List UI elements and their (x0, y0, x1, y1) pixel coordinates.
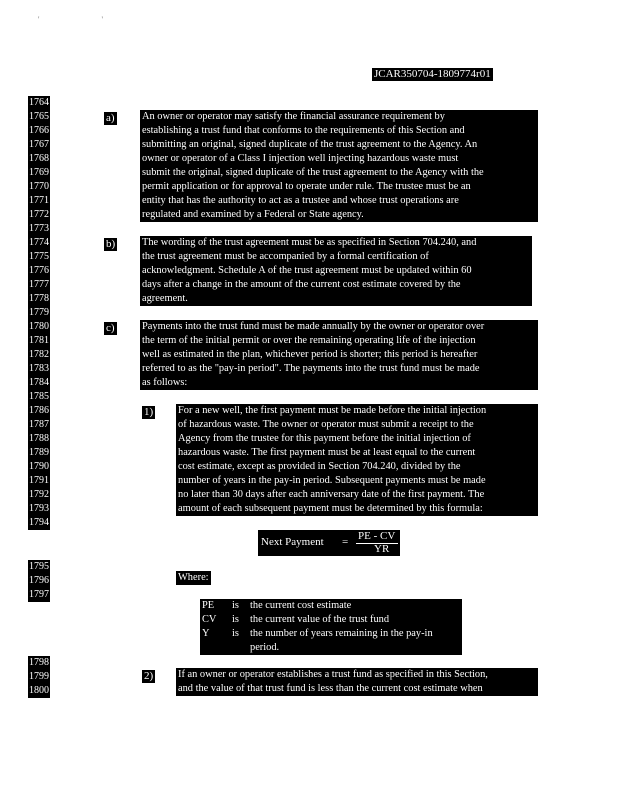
line-number: 1792 (29, 489, 49, 500)
text-line: as follows: (142, 377, 188, 388)
definition-row-continuation (202, 641, 462, 655)
line-number: 1799 (29, 671, 49, 682)
line-number: 1769 (29, 167, 49, 178)
line-number: 1784 (29, 377, 49, 388)
definition-text: the current value of the trust fund (250, 614, 390, 625)
line-number: 1794 (29, 517, 49, 528)
text-line: number of years in the pay-in period. Subsequent payments must be made (178, 475, 486, 486)
section-c-text (140, 320, 538, 390)
definition-is: is (232, 614, 239, 625)
definition-text: the current cost estimate (250, 600, 352, 611)
text-line: days after a change in the amount of the current cost estimate covered by the (142, 279, 461, 290)
definition-symbol: Y (202, 628, 210, 639)
where-label: Where: (178, 572, 209, 583)
line-number: 1765 (29, 111, 49, 122)
line-number: 1764 (29, 97, 49, 108)
line-number: 1795 (29, 561, 49, 572)
line-number: 1787 (29, 419, 49, 430)
text-line: Payments into the trust fund must be made annually by the owner or operator over (142, 321, 485, 332)
line-number: 1793 (29, 503, 49, 514)
section-b-text (140, 236, 532, 306)
line-number: 1774 (29, 237, 49, 248)
text-line: well as estimated in the plan, whichever period is shorter; this period is hereafter (142, 349, 478, 360)
line-number: 1797 (29, 589, 49, 600)
text-line: For a new well, the first payment must be made before the initial injection (178, 405, 487, 416)
line-number: 1772 (29, 209, 49, 220)
section-c-marker: c) (106, 322, 115, 334)
line-number: 1798 (29, 657, 49, 668)
line-number: 1778 (29, 293, 49, 304)
definition-text: the number of years remaining in the pay-in (250, 628, 433, 639)
text-line: no later than 30 days after each anniversary date of the first payment. The (178, 489, 485, 500)
definition-symbol: PE (202, 600, 215, 611)
text-line: and the value of that trust fund is less than the current cost estimate when (178, 683, 483, 694)
definition-symbol: CV (202, 614, 217, 625)
line-number: 1779 (29, 307, 49, 318)
text-line: amount of each subsequent payment must be determined by this formula: (178, 503, 483, 514)
line-number: 1796 (29, 575, 49, 586)
formula-denominator: YR (374, 543, 390, 555)
line-number: 1775 (29, 251, 49, 262)
definition-row (202, 599, 462, 613)
definition-row (202, 613, 462, 627)
line-number: 1791 (29, 475, 49, 486)
line-number: 1783 (29, 363, 49, 374)
text-line: of hazardous waste. The owner or operator must submit a receipt to the (178, 419, 474, 430)
line-number: 1771 (29, 195, 49, 206)
payment-formula (258, 530, 400, 556)
scan-specks: ' ' (38, 15, 133, 24)
formula-numerator: PE - CV (358, 530, 396, 542)
text-line: submitting an original, signed duplicate of the trust agreement to the Agency. An (142, 139, 478, 150)
section-c1-marker: 1) (144, 406, 154, 418)
formula-equals: = (342, 536, 349, 548)
text-line: If an owner or operator establishes a trust fund as specified in this Section, (178, 669, 488, 680)
section-a-text (140, 110, 538, 222)
line-number: 1768 (29, 153, 49, 164)
line-number: 1770 (29, 181, 49, 192)
line-number: 1776 (29, 265, 49, 276)
text-line: Agency from the trustee for this payment before the initial injection of (178, 433, 471, 444)
line-number: 1766 (29, 125, 49, 136)
line-number: 1780 (29, 321, 49, 332)
section-c2-text (176, 668, 538, 696)
line-number: 1773 (29, 223, 49, 234)
line-number: 1786 (29, 405, 49, 416)
line-number: 1800 (29, 685, 49, 696)
line-number: 1790 (29, 461, 49, 472)
line-number: 1777 (29, 279, 49, 290)
text-line: regulated and examined by a Federal or State agency. (142, 209, 364, 220)
line-number: 1785 (29, 391, 49, 402)
line-number: 1767 (29, 139, 49, 150)
text-line: cost estimate, except as provided in Section 704.240, divided by the (178, 461, 461, 472)
text-line: entity that has the authority to act as a trustee and whose trust operations are (142, 195, 459, 206)
text-line: agreement. (142, 293, 188, 304)
definition-is: is (232, 600, 239, 611)
line-number: 1781 (29, 335, 49, 346)
definition-is: is (232, 628, 239, 639)
text-line: submit the original, signed duplicate of the trust agreement to the Agency with the (142, 167, 484, 178)
section-b-marker: b) (106, 238, 116, 250)
definition-text-continuation: period. (250, 642, 280, 653)
text-line: An owner or operator may satisfy the financial assurance requirement by (142, 111, 445, 122)
section-c2-marker: 2) (144, 670, 154, 682)
text-line: hazardous waste. The first payment must be at least equal to the current (178, 447, 476, 458)
document-id: JCAR350704-1809774r01 (374, 68, 491, 80)
text-line: referred to as the "pay-in period". The payments into the trust fund must be made (142, 363, 480, 374)
text-line: acknowledgment. Schedule A of the trust agreement must be updated within 60 (142, 265, 472, 276)
line-number: 1789 (29, 447, 49, 458)
text-line: permit application or for approval to operate under rule. The trustee must be an (142, 181, 471, 192)
text-line: establishing a trust fund that conforms to the requirements of this Section and (142, 125, 465, 136)
formula-lhs: Next Payment (261, 536, 324, 548)
text-line: owner or operator of a Class I injection well injecting hazardous waste must (142, 153, 459, 164)
section-c1-text (176, 404, 538, 516)
line-number: 1782 (29, 349, 49, 360)
text-line: The wording of the trust agreement must be as specified in Section 704.240, and (142, 237, 477, 248)
definitions-table (200, 599, 462, 655)
text-line: the term of the initial permit or over the remaining operating life of the injection (142, 335, 476, 346)
text-line: the trust agreement must be accompanied by a formal certification of (142, 251, 429, 262)
definition-row (202, 627, 462, 641)
section-a-marker: a) (106, 112, 115, 124)
line-number: 1788 (29, 433, 49, 444)
